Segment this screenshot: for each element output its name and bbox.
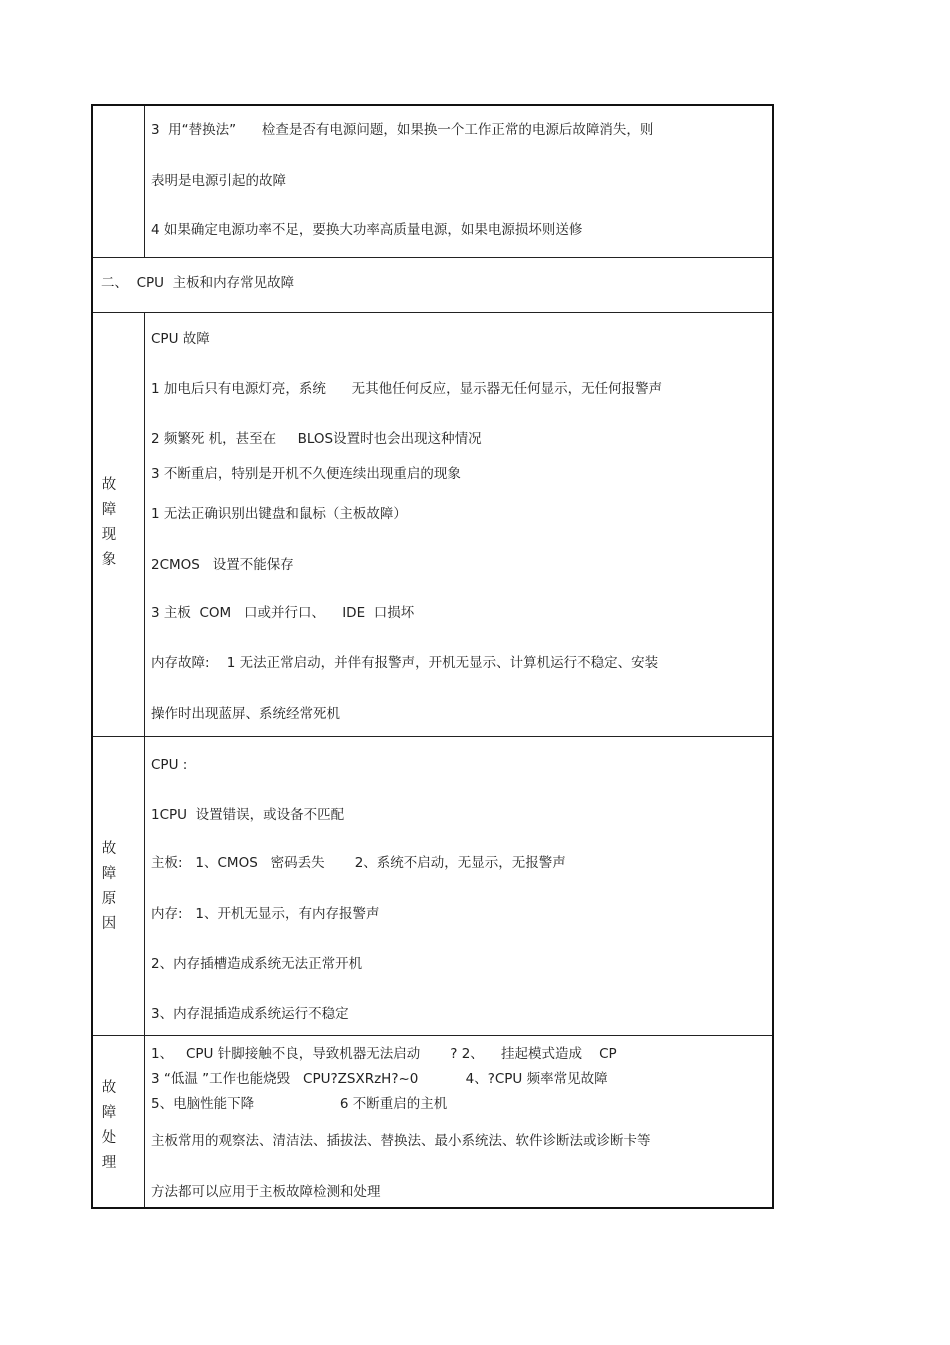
text-line: 3 主板 COM 口或并行口、 IDE 口损坏 xyxy=(151,605,415,621)
text-line: 1、 CPU 针脚接触不良，导致机器无法启动 ? 2、 挂起模式造成 CP xyxy=(151,1046,617,1062)
label-cell-causes xyxy=(93,737,145,1035)
text-line: 1CPU 设置错误，或设备不匹配 xyxy=(151,807,345,823)
text-line: 3 “低温 ”工作也能烧毁 CPU?ZSXRzH?~0 4、?CPU 频率常见故障 xyxy=(151,1071,608,1087)
label-char: 处 xyxy=(101,1130,117,1146)
text-line: 2 频繁死 机，甚至在 BLOS设置时也会出现这种情况 xyxy=(151,431,482,447)
text-line: 主板常用的观察法、清洁法、插拔法、替换法、最小系统法、软件诊断法或诊断卡等 xyxy=(151,1133,651,1149)
fault-table xyxy=(91,104,774,1209)
label-char: 障 xyxy=(101,866,117,882)
text-line: 方法都可以应用于主板故障检测和处理 xyxy=(151,1184,381,1200)
text-line: 4 如果确定电源功率不足，要换大功率高质量电源，如果电源损坏则送修 xyxy=(151,222,583,238)
section-symptoms xyxy=(93,312,772,736)
section-causes xyxy=(93,736,772,1035)
section-power-continuation xyxy=(93,106,772,257)
label-char: 障 xyxy=(101,502,117,518)
text-line: CPU 故障 xyxy=(151,331,210,347)
label-char: 现 xyxy=(101,527,117,543)
label-char: 理 xyxy=(101,1155,117,1171)
label-char: 故 xyxy=(101,1080,117,1096)
label-char: 象 xyxy=(101,552,117,568)
text-line: 5、电脑性能下降 6 不断重启的主机 xyxy=(151,1096,448,1112)
text-line: 1 加电后只有电源灯亮，系统 无其他任何反应，显示器无任何显示，无任何报警声 xyxy=(151,381,663,397)
label-cell-symptoms xyxy=(93,313,145,736)
text-line: 2CMOS 设置不能保存 xyxy=(151,557,294,573)
label-char: 故 xyxy=(101,477,117,493)
label-char: 故 xyxy=(101,841,117,857)
label-char: 因 xyxy=(101,916,117,932)
text-line: 内存: 1、开机无显示，有内存报警声 xyxy=(151,906,380,922)
section-heading xyxy=(93,257,772,312)
text-line: CPU : xyxy=(151,757,188,773)
text-line: 内存故障: 1 无法正常启动，并伴有报警声，开机无显示、计算机运行不稳定、安装 xyxy=(151,655,659,671)
text-line: 2、内存插槽造成系统无法正常开机 xyxy=(151,956,363,972)
text-line: 3 用“替换法” 检查是否有电源问题，如果换一个工作正常的电源后故障消失，则 xyxy=(151,122,654,138)
text-line: 3、内存混插造成系统运行不稳定 xyxy=(151,1006,349,1022)
text-line: 表明是电源引起的故障 xyxy=(151,173,286,189)
label-char: 障 xyxy=(101,1105,117,1121)
label-cell-empty xyxy=(93,106,145,257)
text-line: 1 无法正确识别出键盘和鼠标（主板故障） xyxy=(151,506,407,522)
text-line: 3 不断重启，特别是开机不久便连续出现重启的现象 xyxy=(151,466,461,482)
label-cell-handling xyxy=(93,1036,145,1207)
section-heading-text: 二、 CPU 主板和内存常见故障 xyxy=(101,275,295,291)
text-line: 操作时出现蓝屏、系统经常死机 xyxy=(151,706,340,722)
label-char: 原 xyxy=(101,891,117,907)
section-handling xyxy=(93,1035,772,1207)
text-line: 主板: 1、CMOS 密码丢失 2、系统不启动，无显示，无报警声 xyxy=(151,855,566,871)
